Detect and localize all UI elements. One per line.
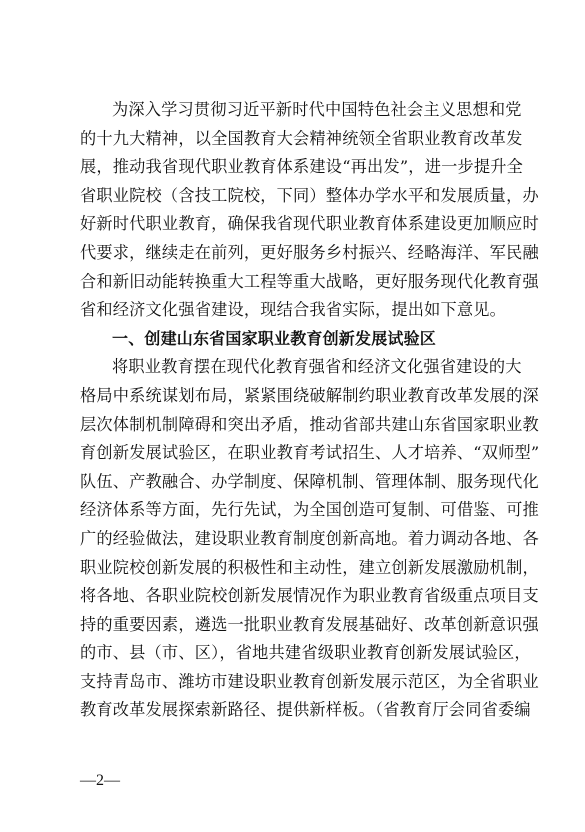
paragraph-1-line-5: 好新时代职业教育，确保我省现代职业教育体系建设更加顺应时 [80,214,539,234]
paragraph-1-line-4: 省职业院校（含技工院校，下同）整体办学水平和发展质量，办 [80,185,539,205]
paragraph-1-line-7: 合和新旧动能转换重大工程等重大战略，更好服务现代化教育强 [80,271,539,291]
paragraph-2-line-9: 将各地、各职业院校创新发展情况作为职业教育省级重点项目支 [80,586,539,606]
paragraph-2-line-10: 持的重要因素，遴选一批职业教育发展基础好、改革创新意识强 [80,614,539,634]
paragraph-2-line-11: 的市、县（市、区），省地共建省级职业教育创新发展试验区， [80,643,531,663]
paragraph-2-line-7: 广的经验做法，建设职业教育制度创新高地。着力调动各地、各 [80,528,539,548]
paragraph-2-line-2: 格局中系统谋划布局，紧紧围绕破解制约职业教育改革发展的深 [80,385,539,405]
paragraph-2-line-3: 层次体制机制障碍和突出矛盾，推动省部共建山东省国家职业教 [80,414,539,434]
section-heading: 一、创建山东省国家职业教育创新发展试验区 [112,328,437,348]
document-body [80,96,540,725]
paragraph-1-line-3: 展，推动我省现代职业教育体系建设“再出发”，进一步提升全 [80,157,524,177]
paragraph-2-line-6: 经济体系等方面，先行先试，为全国创造可复制、可借鉴、可推 [80,500,539,520]
paragraph-1-line-6: 代要求，继续走在前列，更好服务乡村振兴、经略海洋、军民融 [80,242,539,262]
page-number: —2— [80,772,120,789]
paragraph-2-line-5: 队伍、产教融合、办学制度、保障机制、管理体制、服务现代化 [80,471,539,491]
paragraph-2-line-4: 育创新发展试验区，在职业教育考试招生、人才培养、“双师型” [80,443,540,463]
paragraph-2-line-13: 教育改革发展探索新路径、提供新样板。（省教育厅会同省委编 [80,700,531,720]
paragraph-1-line-8: 省和经济文化强省建设，现结合我省实际，提出如下意见。 [80,300,507,320]
paragraph-1-line-2: 的十九大精神，以全国教育大会精神统领全省职业教育改革发 [80,128,523,148]
paragraph-2-line-8: 职业院校创新发展的积极性和主动性，建立创新发展激励机制， [80,557,539,577]
paragraph-1-line-1: 为深入学习贯彻习近平新时代中国特色社会主义思想和党 [112,100,522,119]
paragraph-2-line-12: 支持青岛市、潍坊市建设职业教育创新发展示范区，为全省职业 [80,671,539,691]
paragraph-2-line-1: 将职业教育摆在现代化教育强省和经济文化强省建设的大 [112,357,522,377]
